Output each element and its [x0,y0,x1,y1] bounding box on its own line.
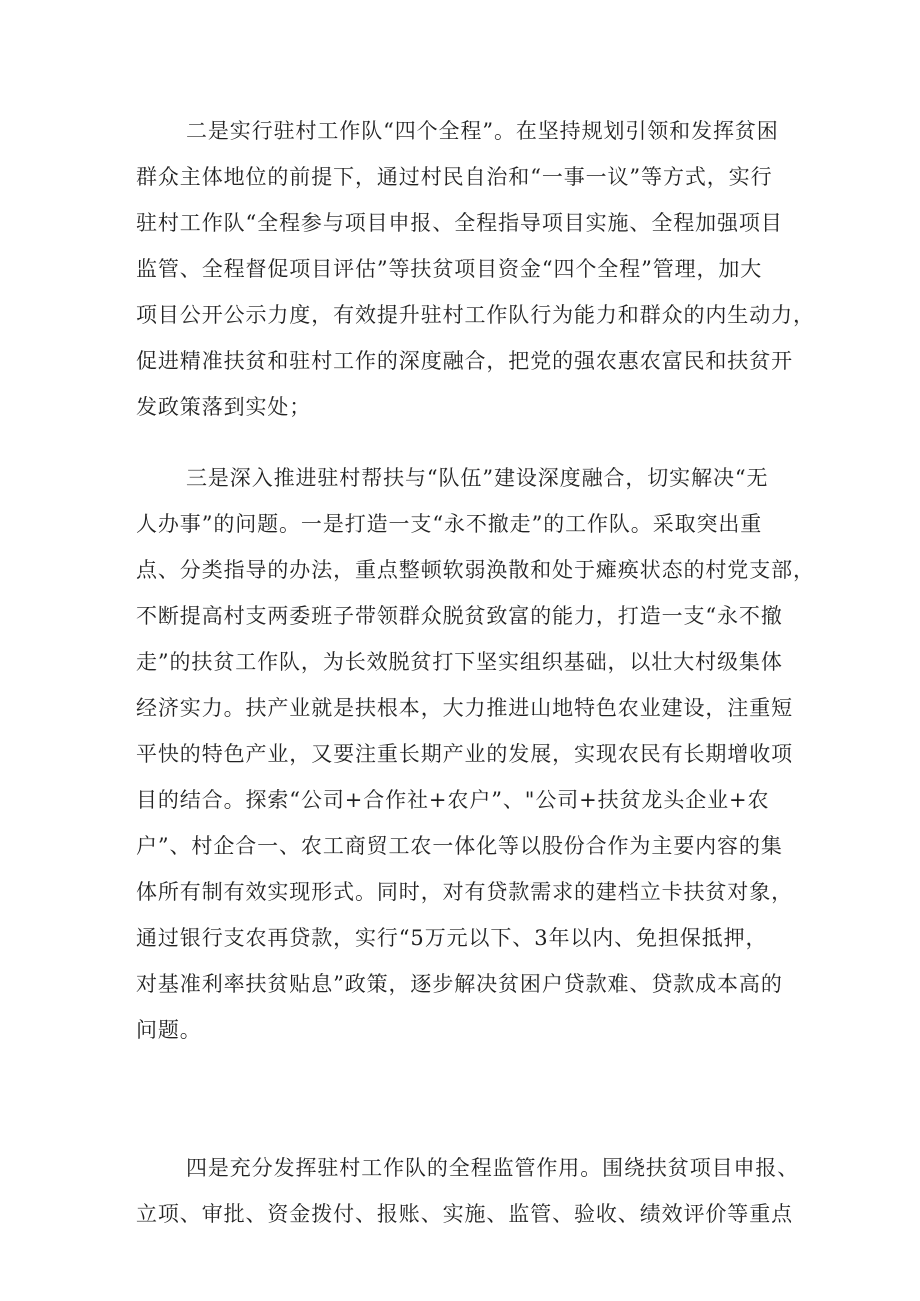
text-line: 点、分类指导的办法，重点整顿软弱涣散和处于瘫痪状态的村党支部， [136,558,815,582]
text-line: 走”的扶贫工作队，为长效脱贫打下坚实组织基础，以壮大村级集体 [136,650,783,674]
text-line: 问题。 [136,1018,202,1042]
text-line: 三是深入推进驻村帮扶与“队伍”建设深度融合，切实解决“无 [186,466,769,490]
text-line: 人办事”的问题。一是打造一支“永不撤走”的工作队。采取突出重 [136,512,763,536]
text-line: 立项、审批、资金拨付、报账、实施、监管、验收、绩效评价等重点 [136,1202,793,1226]
text-line: 体所有制有效实现形式。同时，对有贷款需求的建档立卡扶贫对象， [136,880,793,904]
text-line: 对基准利率扶贫贴息”政策，逐步解决贫困户贷款难、贷款成本高的 [136,972,783,996]
text-line: 二是实行驻村工作队“四个全程”。在坚持规划引领和发挥贫困 [186,119,779,143]
text-line: 项目公开公示力度，有效提升驻村工作队行为能力和群众的内生动力， [136,303,815,327]
text-line: 目的结合。探索“公司+合作社+农户”、"公司+扶贫龙头企业+农 [136,788,770,812]
text-line: 促进精准扶贫和驻村工作的深度融合，把党的强农惠农富民和扶贫开 [136,349,793,373]
text-line: 平快的特色产业，又要注重长期产业的发展，实现农民有长期增收项 [136,742,793,766]
text-line: 发政策落到实处； [136,395,312,419]
text-line: 驻村工作队“全程参与项目申报、全程指导项目实施、全程加强项目 [136,211,783,235]
text-line: 群众主体地位的前提下，通过村民自治和“一事一议”等方式，实行 [136,165,773,189]
text-line: 监管、全程督促项目评估”等扶贫项目资金“四个全程”管理，加大 [136,257,763,281]
text-line: 不断提高村支两委班子带领群众脱贫致富的能力，打造一支“永不撤 [136,604,783,628]
text-line: 经济实力。扶产业就是扶根本，大力推进山地特色农业建设，注重短 [136,696,793,720]
text-line: 四是充分发挥驻村工作队的全程监管作用。围绕扶贫项目申报、 [186,1156,800,1180]
text-line: 通过银行支农再贷款，实行“5万元以下、3年以内、免担保抵押， [136,926,768,950]
text-line: 户”、村企合一、农工商贸工农一体化等以股份合作为主要内容的集 [136,834,783,858]
